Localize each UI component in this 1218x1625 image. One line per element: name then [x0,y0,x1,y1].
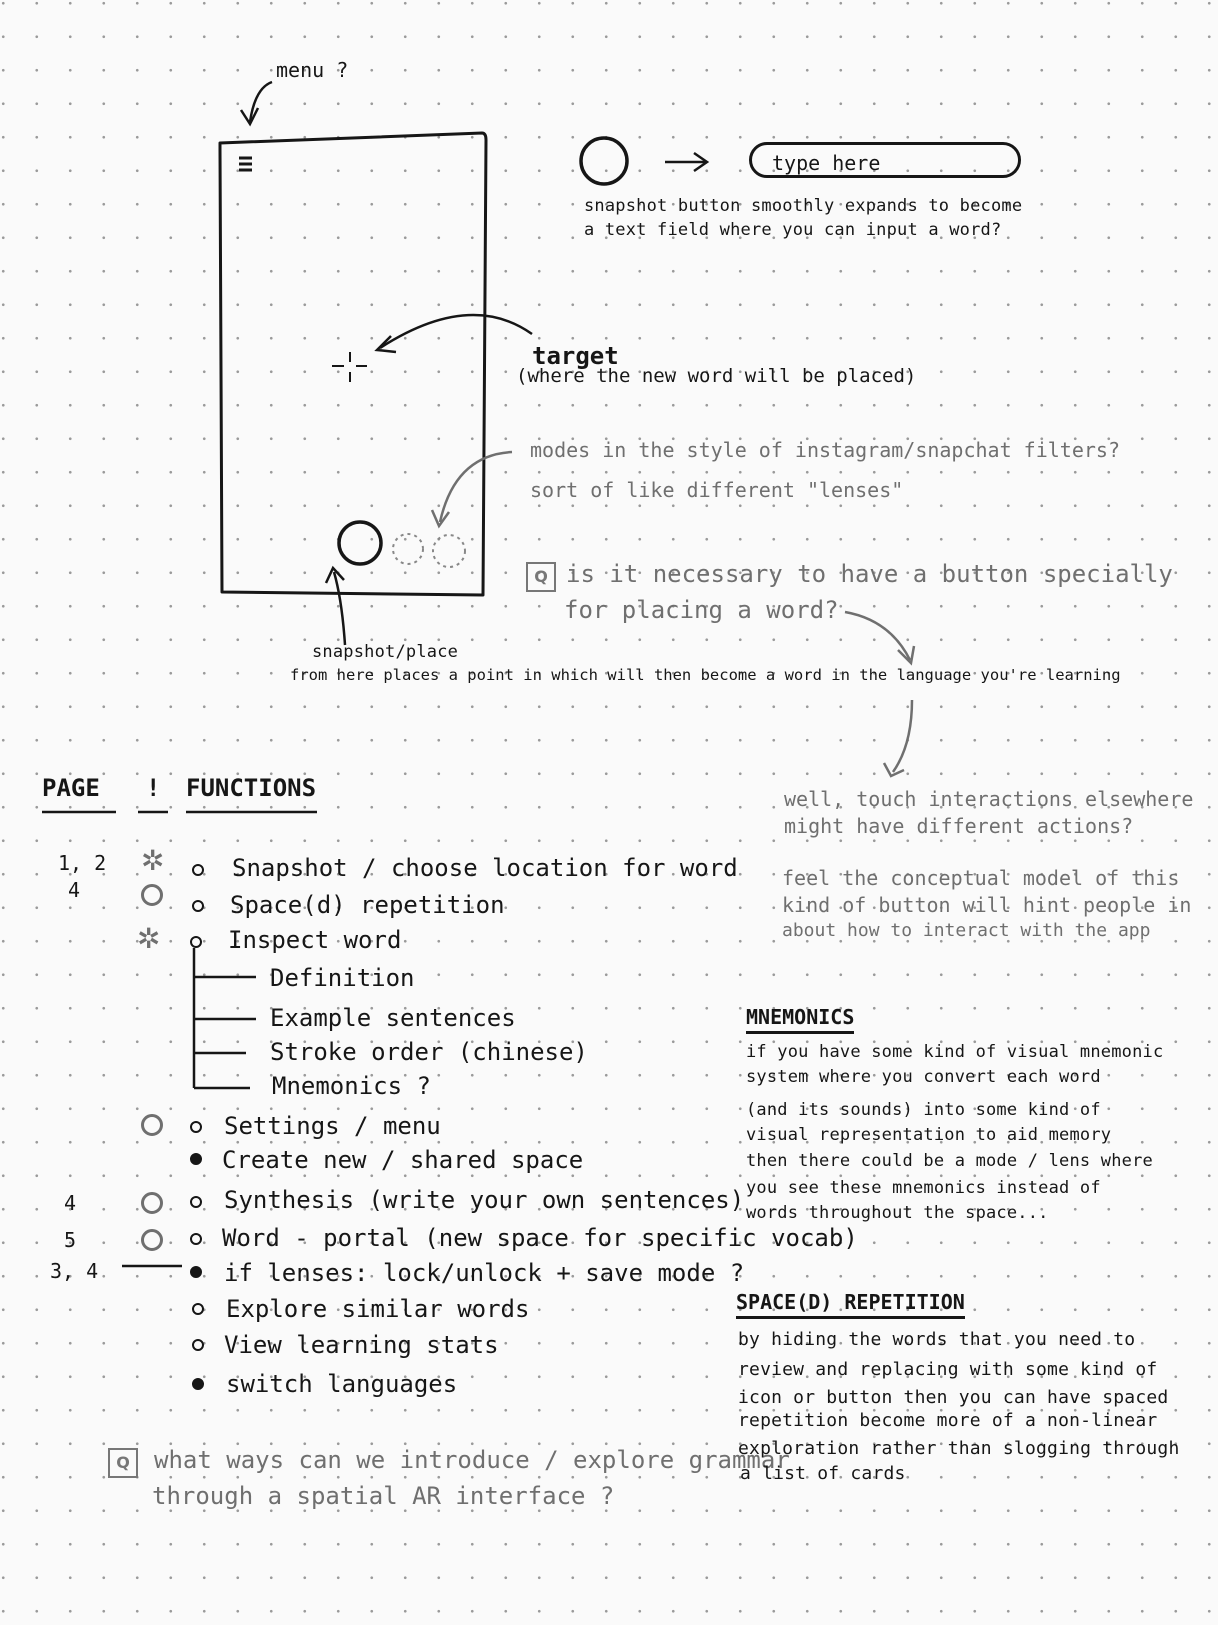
snapshot-button-sketch [339,522,381,564]
list-bullet [192,900,204,912]
target-arrow [380,315,532,348]
priority-circle-icon [141,1114,163,1136]
row-page: 4 [64,1191,77,1215]
expand-note-line1: snapshot button smoothly expands to become [584,196,1023,216]
list-bullet [192,1303,204,1315]
response-line3: feel the conceptual model of this [782,866,1180,890]
mnemonics-line: (and its sounds) into some kind of [746,1100,1101,1120]
inspect-subitem: Mnemonics ? [272,1072,431,1100]
function-item: Synthesis (write your own sentences) [224,1186,745,1214]
question-button-line2: for placing a word? [564,596,839,624]
mnemonics-line: you see these mnemonics instead of [746,1178,1101,1198]
expanded-text-field [749,142,1021,178]
menu-label: menu ? [276,58,349,82]
spaced-line: by hiding the words that you need to [738,1329,1136,1350]
spaced-line: review and replacing with some kind of [738,1359,1158,1380]
modes-note-line2: sort of like different "lenses" [530,478,904,502]
spaced-line: icon or button then you can have spaced [738,1387,1169,1408]
spaced-line: repetition become more of a non-linear [738,1410,1158,1431]
function-item: Explore similar words [226,1295,530,1323]
target-note: (where the new word will be placed) [516,365,917,387]
crosshair-icon [332,352,367,382]
mnemonics-title: MNEMONICS [746,1007,854,1034]
question-arrow-2 [893,700,912,772]
row-page: 4 [68,878,81,902]
function-item: switch languages [226,1370,458,1398]
list-bullet [192,864,204,876]
spaced-line: exploration rather than slogging through [738,1438,1180,1459]
expanded-field-text: type here [772,151,881,175]
function-item: Inspect word [228,926,402,954]
function-item: Word - portal (new space for specific vocab) [222,1224,858,1252]
inspect-subitem: Stroke order (chinese) [270,1038,588,1066]
phone-outline [220,133,486,595]
mnemonics-line: visual representation to aid memory [746,1125,1112,1145]
question-button-line1: is it necessary to have a button specially [566,560,1173,588]
response-line1: well, touch interactions elsewhere [784,787,1194,811]
priority-star-icon: ✲ [141,844,165,877]
expand-circle [581,138,627,184]
snapshot-note: from here places a point in which will then become a word in the language you're learning [290,666,1121,684]
function-item: Create new / shared space [222,1146,584,1174]
function-item: Space(d) repetition [230,891,505,919]
expand-note-line2: a text field where you can input a word? [584,220,1002,240]
list-bullet [190,1196,202,1208]
response-line2: might have different actions? [784,814,1134,838]
target-label: target [532,342,619,370]
priority-star-icon: ✲ [137,922,161,955]
lens-circle-1 [393,534,423,564]
row-page: 3, 4 [50,1259,99,1283]
hamburger-icon [239,158,252,170]
list-bullet [190,1233,202,1245]
priority-circle-icon [141,1229,163,1251]
snapshot-label: snapshot/place [312,642,459,662]
response-line4: kind of button will hint people in [782,893,1192,917]
grammar-question-line2: through a spatial AR interface ? [152,1482,615,1510]
list-bullet [190,1121,202,1133]
row-page: 5 [64,1228,77,1252]
grammar-question-line1: what ways can we introduce / explore grammar [154,1446,790,1474]
modes-note-line1: modes in the style of instagram/snapchat filters? [530,438,1121,462]
response-line5: about how to interact with the app [782,920,1151,941]
header-page: PAGE [42,774,100,802]
spaced-title: SPACE(D) REPETITION [736,1292,965,1319]
list-bullet [190,1266,202,1278]
question-icon: Q [526,562,556,592]
function-item: View learning stats [224,1331,499,1359]
lens-circle-2 [433,535,465,567]
modes-arrow [440,452,512,522]
spaced-line: a list of cards [740,1463,906,1484]
header-priority: ! [146,774,161,802]
priority-circle-icon [141,1192,163,1214]
snapshot-arrow [334,572,345,645]
inspect-subitem: Example sentences [270,1004,516,1032]
row-page: 1, 2 [58,851,107,875]
inspect-subitem: Definition [270,964,415,992]
priority-circle-icon [141,884,163,906]
function-item: if lenses: lock/unlock + save mode ? [224,1259,745,1287]
mnemonics-line: if you have some kind of visual mnemonic [746,1042,1164,1062]
function-item: Snapshot / choose location for word [232,854,738,882]
inspect-tree [194,948,256,1088]
list-bullet [190,1153,202,1165]
mnemonics-line: words throughout the space... [746,1203,1049,1223]
mnemonics-line: system where you convert each word [746,1067,1101,1087]
header-functions: FUNCTIONS [186,774,317,802]
list-bullet [192,1378,204,1390]
list-bullet [190,936,202,948]
function-item: Settings / menu [224,1112,441,1140]
mnemonics-line: then there could be a mode / lens where [746,1151,1153,1171]
list-bullet [192,1339,204,1351]
grammar-question-icon: Q [108,1448,138,1478]
